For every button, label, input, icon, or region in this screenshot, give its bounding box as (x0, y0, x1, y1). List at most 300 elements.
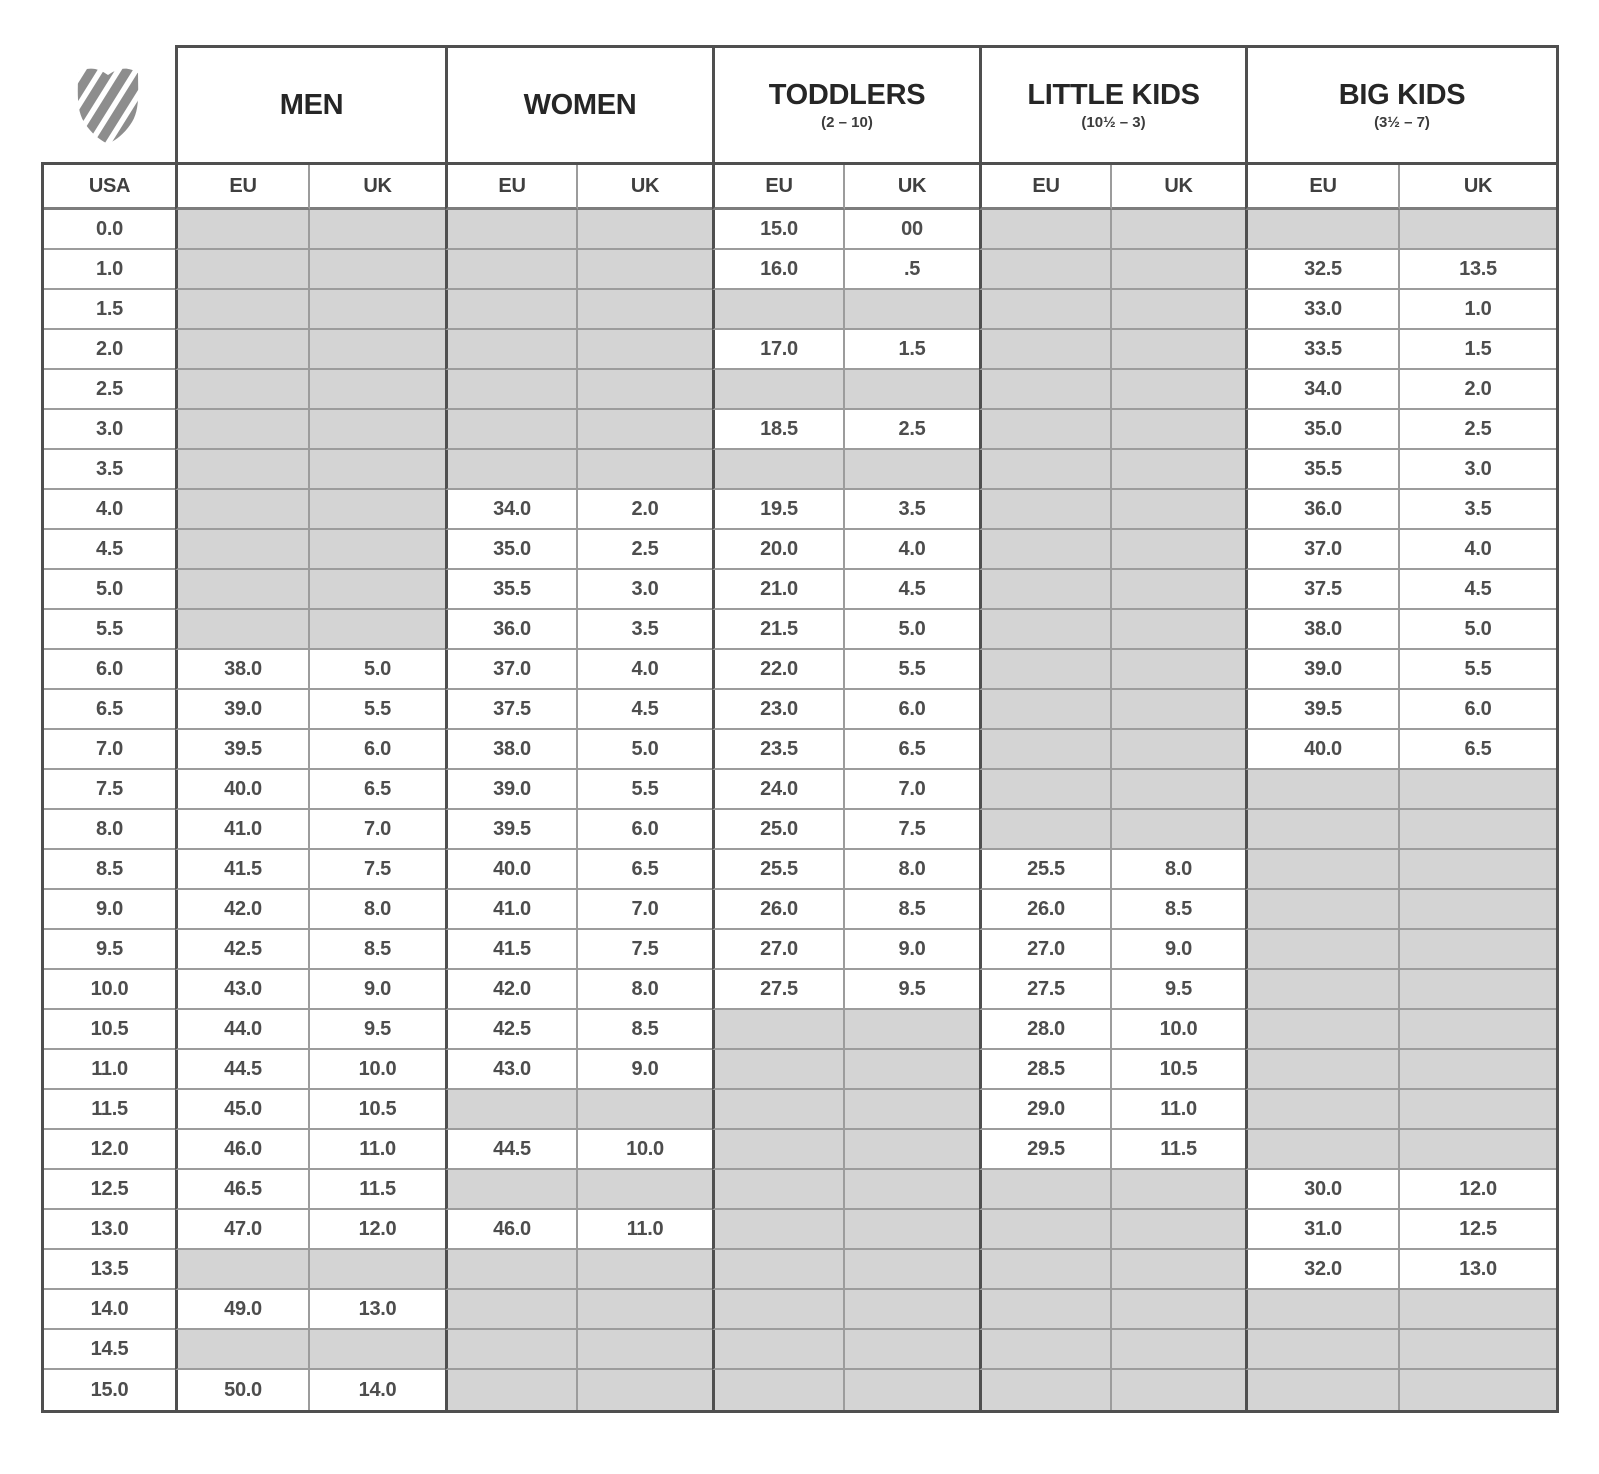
table-cell: 29.0 (979, 1090, 1112, 1130)
table-cell (445, 1370, 578, 1410)
group-header-toddlers (712, 45, 979, 162)
table-cell (712, 1010, 845, 1050)
table-cell: 27.5 (979, 970, 1112, 1010)
table-cell (310, 530, 445, 570)
table-cell: 3.0 (578, 570, 712, 610)
table-cell (1112, 1330, 1245, 1370)
table-cell: 3.5 (578, 610, 712, 650)
table-cell: 13.0 (44, 1210, 175, 1250)
table-cell (1112, 330, 1245, 370)
table-cell: 38.0 (445, 730, 578, 770)
table-cell: 34.0 (1245, 370, 1400, 410)
table-cell (578, 1250, 712, 1290)
table-cell: 4.0 (845, 530, 979, 570)
group-label: BIG KIDS (1338, 78, 1466, 111)
table-cell: 24.0 (712, 770, 845, 810)
table-cell (175, 530, 310, 570)
table-cell: 11.5 (44, 1090, 175, 1130)
table-cell: 27.0 (979, 930, 1112, 970)
table-cell (979, 290, 1112, 330)
table-cell (578, 330, 712, 370)
table-cell: 9.0 (310, 970, 445, 1010)
table-cell: 6.5 (845, 730, 979, 770)
table-cell: 38.0 (175, 650, 310, 690)
table-cell (445, 290, 578, 330)
table-cell: 34.0 (445, 490, 578, 530)
table-cell: 42.5 (445, 1010, 578, 1050)
table-cell: 25.5 (712, 850, 845, 890)
table-cell: 6.5 (44, 690, 175, 730)
table-cell: 5.5 (44, 610, 175, 650)
table-cell: 50.0 (175, 1370, 310, 1410)
table-cell: 28.0 (979, 1010, 1112, 1050)
table-cell (1245, 850, 1400, 890)
table-cell: 31.0 (1245, 1210, 1400, 1250)
table-cell: 5.0 (845, 610, 979, 650)
table-cell (845, 370, 979, 410)
table-cell (310, 370, 445, 410)
table-cell: 5.0 (310, 650, 445, 690)
table-cell (310, 490, 445, 530)
table-cell: 39.5 (445, 810, 578, 850)
table-cell: 10.5 (310, 1090, 445, 1130)
table-cell (712, 450, 845, 490)
table-cell (1400, 210, 1556, 250)
table-cell (1245, 1010, 1400, 1050)
table-cell: 1.5 (44, 290, 175, 330)
table-cell: 8.5 (310, 930, 445, 970)
table-cell: 46.0 (175, 1130, 310, 1170)
table-cell: 8.5 (1112, 890, 1245, 930)
table-cell: 21.0 (712, 570, 845, 610)
table-cell: 6.0 (578, 810, 712, 850)
table-cell: 36.0 (1245, 490, 1400, 530)
table-cell (445, 210, 578, 250)
table-cell (445, 250, 578, 290)
table-cell: 4.5 (578, 690, 712, 730)
table-cell: 37.5 (445, 690, 578, 730)
table-cell (979, 250, 1112, 290)
table-cell (175, 490, 310, 530)
table-cell: 5.5 (578, 770, 712, 810)
table-cell (1112, 450, 1245, 490)
table-cell: 39.0 (445, 770, 578, 810)
table-cell (712, 1250, 845, 1290)
table-cell: 17.0 (712, 330, 845, 370)
table-cell: 25.5 (979, 850, 1112, 890)
table-cell: 4.0 (578, 650, 712, 690)
table-cell (175, 370, 310, 410)
table-cell (445, 1290, 578, 1330)
table-cell: 40.0 (1245, 730, 1400, 770)
table-cell: 13.0 (310, 1290, 445, 1330)
table-cell: 26.0 (979, 890, 1112, 930)
table-cell: .5 (845, 250, 979, 290)
table-cell: 5.0 (578, 730, 712, 770)
table-cell: 36.0 (445, 610, 578, 650)
table-cell (310, 250, 445, 290)
table-cell (1400, 1090, 1556, 1130)
table-cell (445, 1250, 578, 1290)
table-cell (1112, 1370, 1245, 1410)
table-cell (578, 1290, 712, 1330)
column-header-eu: EU (445, 165, 578, 210)
column-header-uk: UK (578, 165, 712, 210)
table-cell (310, 1250, 445, 1290)
table-cell (175, 610, 310, 650)
table-cell: 41.5 (445, 930, 578, 970)
table-cell (310, 210, 445, 250)
group-header-women (445, 45, 712, 162)
table-cell: 3.5 (845, 490, 979, 530)
table-cell: 1.0 (1400, 290, 1556, 330)
table-cell (712, 1090, 845, 1130)
table-cell (578, 410, 712, 450)
table-cell (1112, 290, 1245, 330)
table-cell: 5.0 (44, 570, 175, 610)
table-cell: 45.0 (175, 1090, 310, 1130)
table-cell: 9.5 (44, 930, 175, 970)
table-cell: 10.0 (578, 1130, 712, 1170)
table-cell: 42.0 (445, 970, 578, 1010)
table-cell (1112, 210, 1245, 250)
table-cell: 35.5 (445, 570, 578, 610)
table-cell: 18.5 (712, 410, 845, 450)
table-cell: 11.5 (1112, 1130, 1245, 1170)
table-cell: 2.0 (1400, 370, 1556, 410)
table-cell (1400, 1050, 1556, 1090)
table-cell: 8.0 (44, 810, 175, 850)
table-cell: 4.5 (44, 530, 175, 570)
table-cell (979, 610, 1112, 650)
table-cell: 8.5 (845, 890, 979, 930)
table-cell (1112, 530, 1245, 570)
table-cell: 12.0 (1400, 1170, 1556, 1210)
table-cell: 2.5 (44, 370, 175, 410)
table-cell: 9.5 (310, 1010, 445, 1050)
table-cell: 6.5 (1400, 730, 1556, 770)
group-label: LITTLE KIDS (1027, 78, 1200, 111)
table-cell (712, 1210, 845, 1250)
table-cell: 14.0 (310, 1370, 445, 1410)
table-cell: 41.0 (175, 810, 310, 850)
table-cell: 10.5 (1112, 1050, 1245, 1090)
table-cell (1245, 210, 1400, 250)
table-cell (845, 1370, 979, 1410)
table-cell: 41.0 (445, 890, 578, 930)
column-header-eu: EU (712, 165, 845, 210)
table-cell: 39.5 (1245, 690, 1400, 730)
table-cell: 12.0 (310, 1210, 445, 1250)
table-cell (979, 690, 1112, 730)
table-cell (1112, 1170, 1245, 1210)
table-cell (979, 1170, 1112, 1210)
table-cell (445, 1330, 578, 1370)
table-cell: 12.0 (44, 1130, 175, 1170)
table-cell: 6.0 (310, 730, 445, 770)
table-cell: 23.5 (712, 730, 845, 770)
table-cell: 39.5 (175, 730, 310, 770)
group-label: WOMEN (523, 88, 637, 121)
table-cell: 14.5 (44, 1330, 175, 1370)
table-cell (1400, 770, 1556, 810)
column-header-uk: UK (845, 165, 979, 210)
table-cell (979, 1370, 1112, 1410)
table-cell: 20.0 (712, 530, 845, 570)
table-cell: 11.0 (44, 1050, 175, 1090)
table-cell: 3.5 (1400, 490, 1556, 530)
table-cell (1400, 930, 1556, 970)
table-cell: 0.0 (44, 210, 175, 250)
table-cell (175, 410, 310, 450)
table-cell: 32.0 (1245, 1250, 1400, 1290)
table-cell: 8.5 (44, 850, 175, 890)
table-cell: 39.0 (175, 690, 310, 730)
table-cell: 3.0 (1400, 450, 1556, 490)
table-cell (845, 1250, 979, 1290)
group-header-row (41, 45, 1559, 162)
table-cell (310, 610, 445, 650)
table-cell (578, 290, 712, 330)
column-header-eu: EU (175, 165, 310, 210)
table-cell (445, 450, 578, 490)
table-cell: 37.0 (445, 650, 578, 690)
table-cell: 2.5 (1400, 410, 1556, 450)
table-cell: 37.5 (1245, 570, 1400, 610)
table-cell: 00 (845, 210, 979, 250)
table-cell: 27.5 (712, 970, 845, 1010)
table-cell: 46.5 (175, 1170, 310, 1210)
table-cell: 35.0 (1245, 410, 1400, 450)
table-cell (979, 210, 1112, 250)
table-cell (1112, 770, 1245, 810)
table-cell (1400, 850, 1556, 890)
table-cell: 5.5 (845, 650, 979, 690)
table-cell: 10.0 (44, 970, 175, 1010)
table-cell (712, 1330, 845, 1370)
table-cell (1245, 1290, 1400, 1330)
table-cell (175, 210, 310, 250)
table-cell (1112, 410, 1245, 450)
table-cell: 14.0 (44, 1290, 175, 1330)
table-cell: 6.0 (845, 690, 979, 730)
table-cell: 16.0 (712, 250, 845, 290)
column-header-uk: UK (310, 165, 445, 210)
table-cell: 47.0 (175, 1210, 310, 1250)
table-cell (1245, 1330, 1400, 1370)
table-cell (1400, 1330, 1556, 1370)
table-cell: 9.5 (1112, 970, 1245, 1010)
table-cell: 3.0 (44, 410, 175, 450)
table-cell (175, 290, 310, 330)
table-cell: 44.5 (175, 1050, 310, 1090)
table-cell (175, 570, 310, 610)
table-cell (979, 1290, 1112, 1330)
table-cell: 43.0 (445, 1050, 578, 1090)
group-header-little-kids (979, 45, 1245, 162)
table-cell (445, 330, 578, 370)
table-cell (1245, 1050, 1400, 1090)
size-conversion-chart (41, 45, 1559, 1413)
table-cell: 2.5 (578, 530, 712, 570)
table-cell (175, 1330, 310, 1370)
table-cell (1112, 730, 1245, 770)
table-cell: 42.5 (175, 930, 310, 970)
table-cell: 10.5 (44, 1010, 175, 1050)
table-cell (845, 1210, 979, 1250)
table-cell (1112, 690, 1245, 730)
table-cell (175, 330, 310, 370)
table-cell (845, 290, 979, 330)
table-cell: 8.0 (845, 850, 979, 890)
table-cell (578, 1090, 712, 1130)
table-cell: 7.0 (845, 770, 979, 810)
table-cell (845, 450, 979, 490)
table-cell: 2.0 (578, 490, 712, 530)
table-cell: 4.5 (1400, 570, 1556, 610)
table-cell (175, 450, 310, 490)
table-cell (845, 1290, 979, 1330)
table-cell: 9.0 (845, 930, 979, 970)
table-cell: 9.0 (578, 1050, 712, 1090)
table-cell (445, 410, 578, 450)
k-swiss-shield-logo (73, 63, 143, 147)
table-cell: 41.5 (175, 850, 310, 890)
table-cell (445, 370, 578, 410)
table-cell (979, 770, 1112, 810)
table-cell: 49.0 (175, 1290, 310, 1330)
table-cell: 7.0 (44, 730, 175, 770)
table-cell: 30.0 (1245, 1170, 1400, 1210)
table-cell: 2.5 (845, 410, 979, 450)
table-cell (1112, 1250, 1245, 1290)
group-label: MEN (279, 88, 344, 121)
table-cell: 7.0 (578, 890, 712, 930)
table-cell (712, 290, 845, 330)
table-cell (1112, 570, 1245, 610)
table-cell (712, 370, 845, 410)
table-cell (979, 570, 1112, 610)
table-cell (310, 330, 445, 370)
table-cell (1112, 1290, 1245, 1330)
table-cell (1400, 890, 1556, 930)
table-cell (1245, 770, 1400, 810)
table-cell: 27.0 (712, 930, 845, 970)
table-cell: 21.5 (712, 610, 845, 650)
table-cell: 7.0 (310, 810, 445, 850)
table-cell (1112, 1210, 1245, 1250)
table-cell: 6.5 (578, 850, 712, 890)
column-header-usa: USA (44, 165, 175, 210)
table-cell: 28.5 (979, 1050, 1112, 1090)
table-cell: 2.0 (44, 330, 175, 370)
table-cell: 26.0 (712, 890, 845, 930)
table-cell: 4.0 (1400, 530, 1556, 570)
table-cell (845, 1330, 979, 1370)
table-cell (979, 490, 1112, 530)
table-cell: 9.0 (1112, 930, 1245, 970)
table-cell: 13.5 (44, 1250, 175, 1290)
table-cell: 39.0 (1245, 650, 1400, 690)
table-cell: 6.0 (1400, 690, 1556, 730)
size-table (41, 162, 1559, 1413)
table-cell (1400, 1290, 1556, 1330)
table-cell (1400, 810, 1556, 850)
table-cell: 1.5 (845, 330, 979, 370)
table-cell (1245, 810, 1400, 850)
table-cell (1400, 1130, 1556, 1170)
table-cell (979, 730, 1112, 770)
table-cell: 9.5 (845, 970, 979, 1010)
table-cell: 43.0 (175, 970, 310, 1010)
group-header-big-kids (1245, 45, 1559, 162)
group-label: TODDLERS (768, 78, 926, 111)
table-cell (845, 1010, 979, 1050)
table-cell: 7.5 (310, 850, 445, 890)
table-cell: 40.0 (175, 770, 310, 810)
table-cell (979, 1250, 1112, 1290)
table-cell (1112, 610, 1245, 650)
table-cell: 11.0 (578, 1210, 712, 1250)
table-cell: 22.0 (712, 650, 845, 690)
table-cell: 33.5 (1245, 330, 1400, 370)
table-cell: 7.5 (845, 810, 979, 850)
table-cell (845, 1050, 979, 1090)
table-cell: 8.5 (578, 1010, 712, 1050)
table-cell: 10.0 (310, 1050, 445, 1090)
table-cell: 40.0 (445, 850, 578, 890)
table-cell (1112, 370, 1245, 410)
table-cell (979, 650, 1112, 690)
table-cell: 23.0 (712, 690, 845, 730)
table-cell (1112, 250, 1245, 290)
table-cell: 13.0 (1400, 1250, 1556, 1290)
table-cell (1400, 1370, 1556, 1410)
table-cell (712, 1050, 845, 1090)
table-cell: 42.0 (175, 890, 310, 930)
table-cell (979, 1210, 1112, 1250)
table-cell (445, 1170, 578, 1210)
table-cell (175, 1250, 310, 1290)
table-cell: 44.0 (175, 1010, 310, 1050)
table-cell (310, 450, 445, 490)
table-cell (578, 1170, 712, 1210)
table-cell: 6.5 (310, 770, 445, 810)
table-cell: 32.5 (1245, 250, 1400, 290)
column-header-uk: UK (1400, 165, 1556, 210)
table-cell (578, 1330, 712, 1370)
table-cell: 46.0 (445, 1210, 578, 1250)
table-cell (310, 1330, 445, 1370)
table-cell: 11.5 (310, 1170, 445, 1210)
logo-cell (41, 45, 175, 162)
table-cell: 12.5 (44, 1170, 175, 1210)
table-cell: 7.5 (44, 770, 175, 810)
table-cell: 15.0 (712, 210, 845, 250)
table-cell (1245, 1370, 1400, 1410)
table-cell (979, 810, 1112, 850)
table-cell: 44.5 (445, 1130, 578, 1170)
table-cell (175, 250, 310, 290)
column-header-eu: EU (1245, 165, 1400, 210)
group-sublabel: (2 – 10) (821, 114, 873, 132)
table-cell: 8.0 (578, 970, 712, 1010)
table-cell (979, 1330, 1112, 1370)
table-cell (445, 1090, 578, 1130)
table-cell: 13.5 (1400, 250, 1556, 290)
table-cell: 5.5 (310, 690, 445, 730)
table-cell: 38.0 (1245, 610, 1400, 650)
